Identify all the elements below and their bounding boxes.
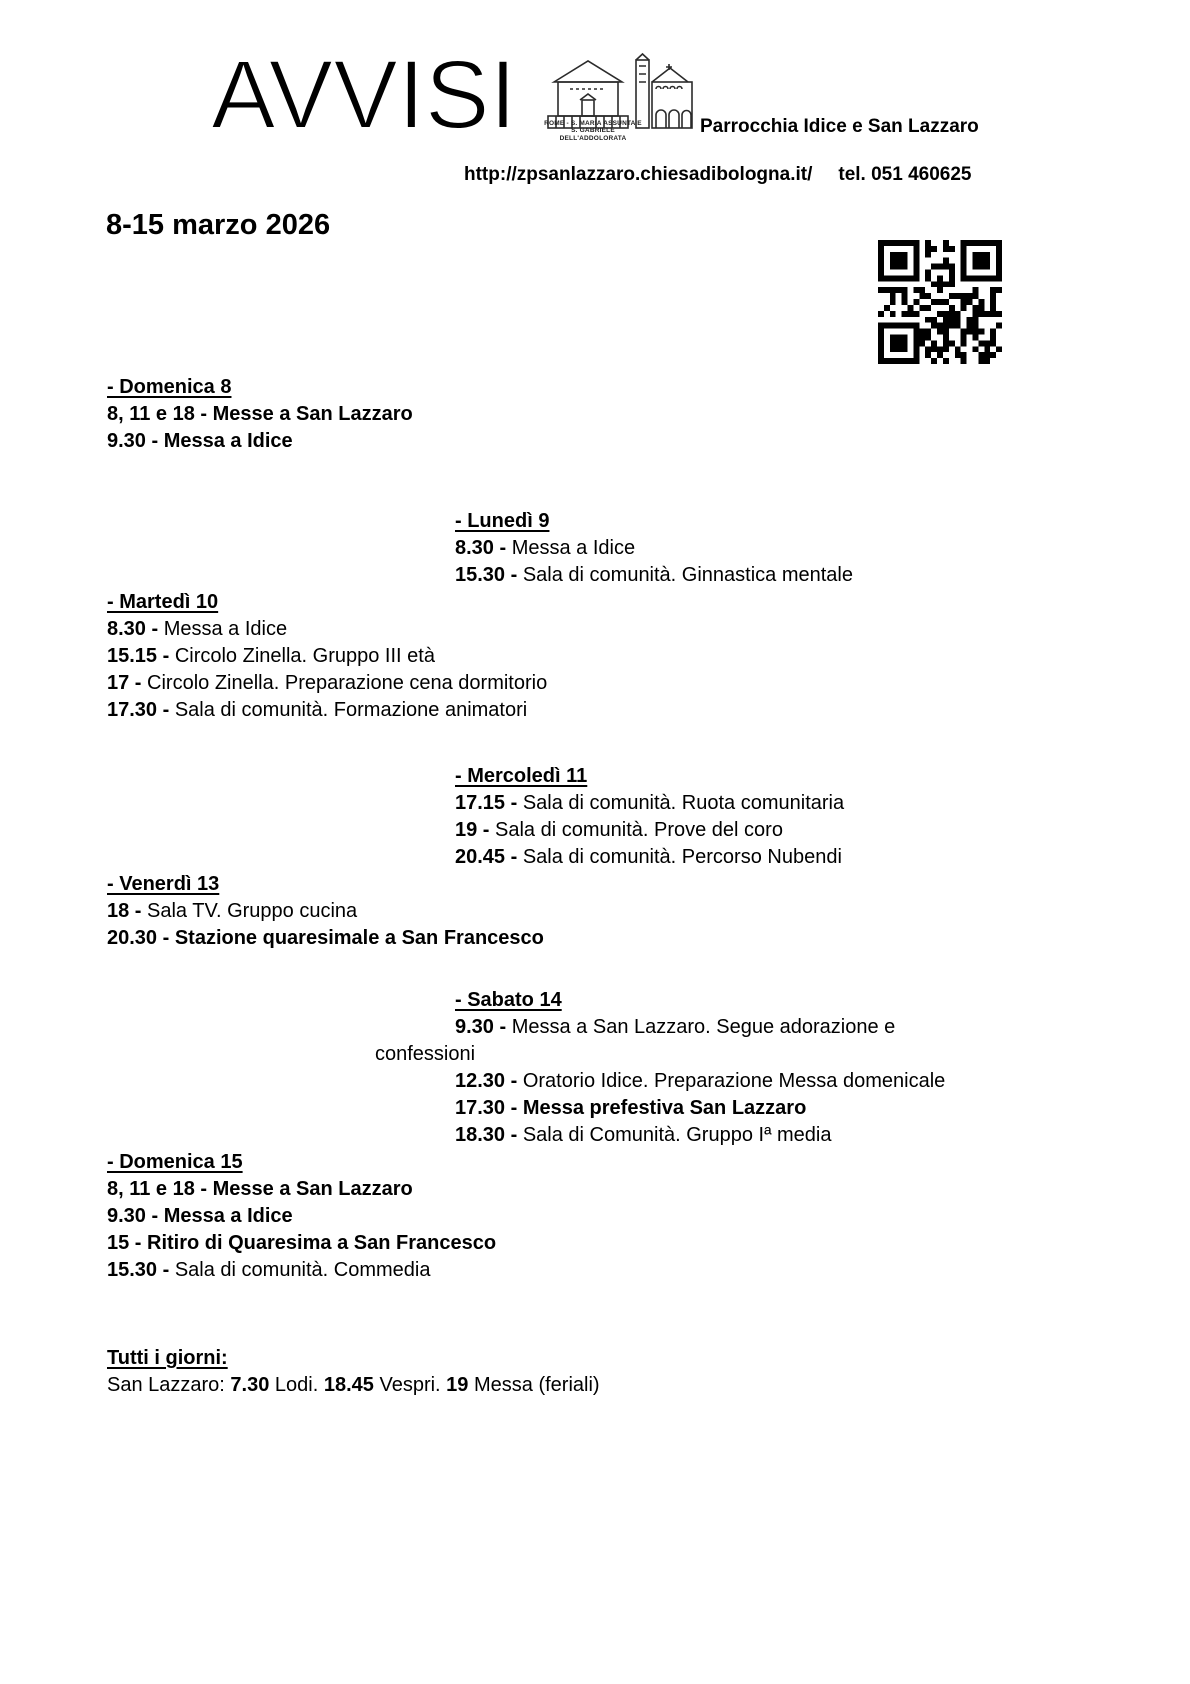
day-heading: - Venerdì 13 <box>107 873 220 895</box>
event-line: 15 - Ritiro di Quaresima a San Francesco <box>107 1232 497 1254</box>
event-line: 15.15 - Circolo Zinella. Gruppo III età <box>107 645 435 667</box>
event-line: 9.30 - Messa a San Lazzaro. Segue adorazione e <box>455 1016 896 1038</box>
event-line: San Lazzaro: 7.30 Lodi. 18.45 Vespri. 19 Messa (feriali) <box>107 1374 600 1396</box>
event-line: 17.30 - Sala di comunità. Formazione animatori <box>107 699 528 721</box>
schedule <box>0 374 1190 1399</box>
event-line: 8.30 - Messa a Idice <box>455 537 636 559</box>
page-title: AVVISI <box>211 40 517 149</box>
qr-code <box>878 240 1002 364</box>
day-heading: Tutti i giorni: <box>107 1347 228 1369</box>
event-line: 17 - Circolo Zinella. Preparazione cena dormitorio <box>107 672 548 694</box>
section-luned-9 <box>0 508 1190 589</box>
event-line: 18.30 - Sala di Comunità. Gruppo Iª media <box>455 1124 832 1146</box>
logo-caption <box>540 120 646 143</box>
section-domenica-15 <box>0 1149 1190 1284</box>
event-line: 18 - Sala TV. Gruppo cucina <box>107 900 358 922</box>
event-line: 12.30 - Oratorio Idice. Preparazione Messa domenicale <box>455 1070 946 1092</box>
phone-number: tel. 051 460625 <box>838 164 972 185</box>
date-range: 8-15 marzo 2026 <box>106 209 331 241</box>
event-line: 8, 11 e 18 - Messe a San Lazzaro <box>107 1178 413 1200</box>
day-heading: - Domenica 15 <box>107 1151 243 1173</box>
website-url[interactable]: http://zpsanlazzaro.chiesadibologna.it/ <box>464 164 813 185</box>
contact-line <box>464 164 972 186</box>
event-line: 8.30 - Messa a Idice <box>107 618 288 640</box>
parish-logo <box>540 52 702 148</box>
day-heading: - Domenica 8 <box>107 376 232 398</box>
event-line: 19 - Sala di comunità. Prove del coro <box>455 819 783 841</box>
parish-name: Parrocchia Idice e San Lazzaro <box>700 116 979 137</box>
event-line: confessioni <box>375 1043 476 1065</box>
section-sabato-14 <box>0 987 1190 1149</box>
day-heading: - Mercoledì 11 <box>455 765 588 787</box>
day-heading: - Martedì 10 <box>107 591 219 613</box>
logo-caption-line2: S. GABRIELE DELL'ADDOLORATA <box>559 127 627 142</box>
event-line: 15.30 - Sala di comunità. Ginnastica mentale <box>455 564 853 586</box>
event-line: 17.15 - Sala di comunità. Ruota comunitaria <box>455 792 845 814</box>
event-line: 20.30 - Stazione quaresimale a San Francesco <box>107 927 544 949</box>
day-heading: - Sabato 14 <box>455 989 562 1011</box>
section-mercoled-11 <box>0 763 1190 871</box>
event-line: 9.30 - Messa a Idice <box>107 430 293 452</box>
section-marted-10 <box>0 589 1190 724</box>
event-line: 20.45 - Sala di comunità. Percorso Nubendi <box>455 846 842 868</box>
event-line: 17.30 - Messa prefestiva San Lazzaro <box>455 1097 807 1119</box>
day-heading: - Lunedì 9 <box>455 510 550 532</box>
event-line: 8, 11 e 18 - Messe a San Lazzaro <box>107 403 413 425</box>
section-tutti-i-giorni <box>0 1345 1190 1399</box>
event-line: 9.30 - Messa a Idice <box>107 1205 293 1227</box>
logo-caption-line1: ROME - S. MARIA ASSUNTA E <box>544 119 642 127</box>
section-venerd-13 <box>0 871 1190 952</box>
event-line: 15.30 - Sala di comunità. Commedia <box>107 1259 431 1281</box>
section-domenica-8 <box>0 374 1190 455</box>
